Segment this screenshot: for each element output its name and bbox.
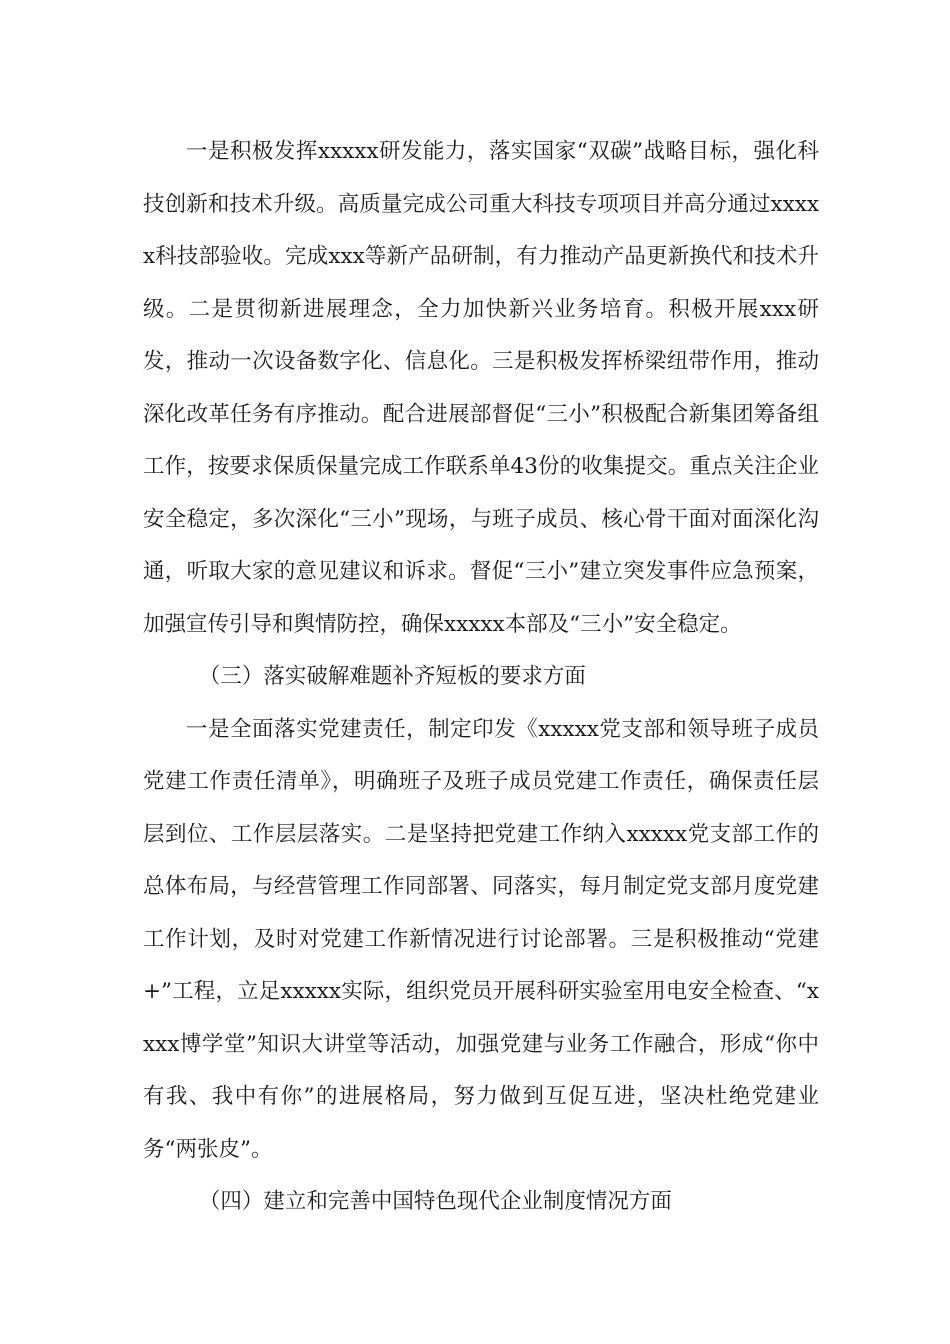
section-heading-4: （四）建立和完善中国特色现代企业制度情况方面 <box>198 1189 672 1214</box>
paragraph-party-building: 一是全面落实党建责任，制定印发《xxxxx党支部和领导班子成员党建工作责任清单》，明确班子及班子成员党建工作责任，确保责任层层到位、工作层层落实。二是坚持把党建工作纳入xxxxx党支部工作的总体布局，与经营管理工作同部署、同落实，每月制定党支部月度党建工作计划，及时对党建工作新情况进行讨论部署。三是积极推动“党建+”工程，立足xxxxx实际，组织党员开展科研实验室用电安全检查、“xxxx博学堂”知识大讲堂等活动，加强党建与业务工作融合，形成“你中有我、我中有你”的进展格局，努力做到互促互进，坚决杜绝党建业务“两张皮”。 <box>143 716 819 1162</box>
section-heading-3: （三）落实破解难题补齐短板的要求方面 <box>198 664 586 689</box>
document-body <box>143 126 819 1229</box>
paragraph-tech-innovation: 一是积极发挥xxxxx研发能力，落实国家“双碳”战略目标，强化科技创新和技术升级。高质量完成公司重大科技专项项目并高分通过xxxxx科技部验收。完成xxx等新产品研制，有力推动产品更新换代和技术升级。二是贯彻新进展理念，全力加快新兴业务培育。积极开展xxx研发，推动一次设备数字化、信息化。三是积极发挥桥梁纽带作用，推动深化改革任务有序推动。配合进展部督促“三小”积极配合新集团筹备组工作，按要求保质保量完成工作联系单43份的收集提交。重点关注企业安全稳定，多次深化“三小”现场，与班子成员、核心骨干面对面深化沟通，听取大家的意见建议和诉求。督促“三小”建立突发事件应急预案，加强宣传引导和舆情防控，确保xxxxx本部及“三小”安全稳定。 <box>143 139 819 637</box>
